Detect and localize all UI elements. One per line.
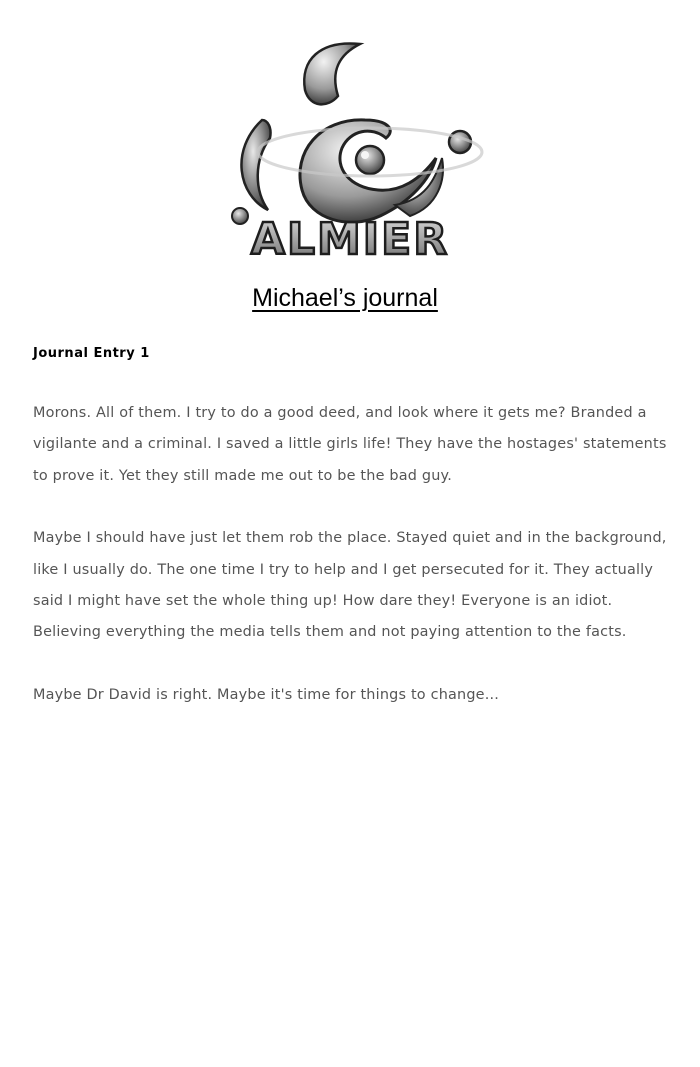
- entry-heading: Journal Entry 1: [33, 346, 150, 361]
- page-title: [0, 284, 690, 313]
- paragraph: Maybe I should have just let them rob the place. Stayed quiet and in the background, like I usually do. The one time I try to help and I get persecuted for it. They actually said I might have set the whole thing up! How dare they! Everyone is an idiot. Believing everything the media tells them and not paying attention to the facts.: [33, 530, 667, 641]
- logo-wordmark: ALMIER: [250, 214, 450, 265]
- almier-logo: [210, 30, 490, 270]
- journal-body: [33, 398, 673, 742]
- journal-title: Michael’s journal: [252, 284, 438, 312]
- paragraph: Morons. All of them. I try to do a good deed, and look where it gets me? Branded a vigilante and a criminal. I saved a little girls life! They have the hostages' statements to prove it. Yet they still made me out to be the bad guy.: [33, 405, 667, 484]
- paragraph: Maybe Dr David is right. Maybe it's time for things to change...: [33, 686, 500, 703]
